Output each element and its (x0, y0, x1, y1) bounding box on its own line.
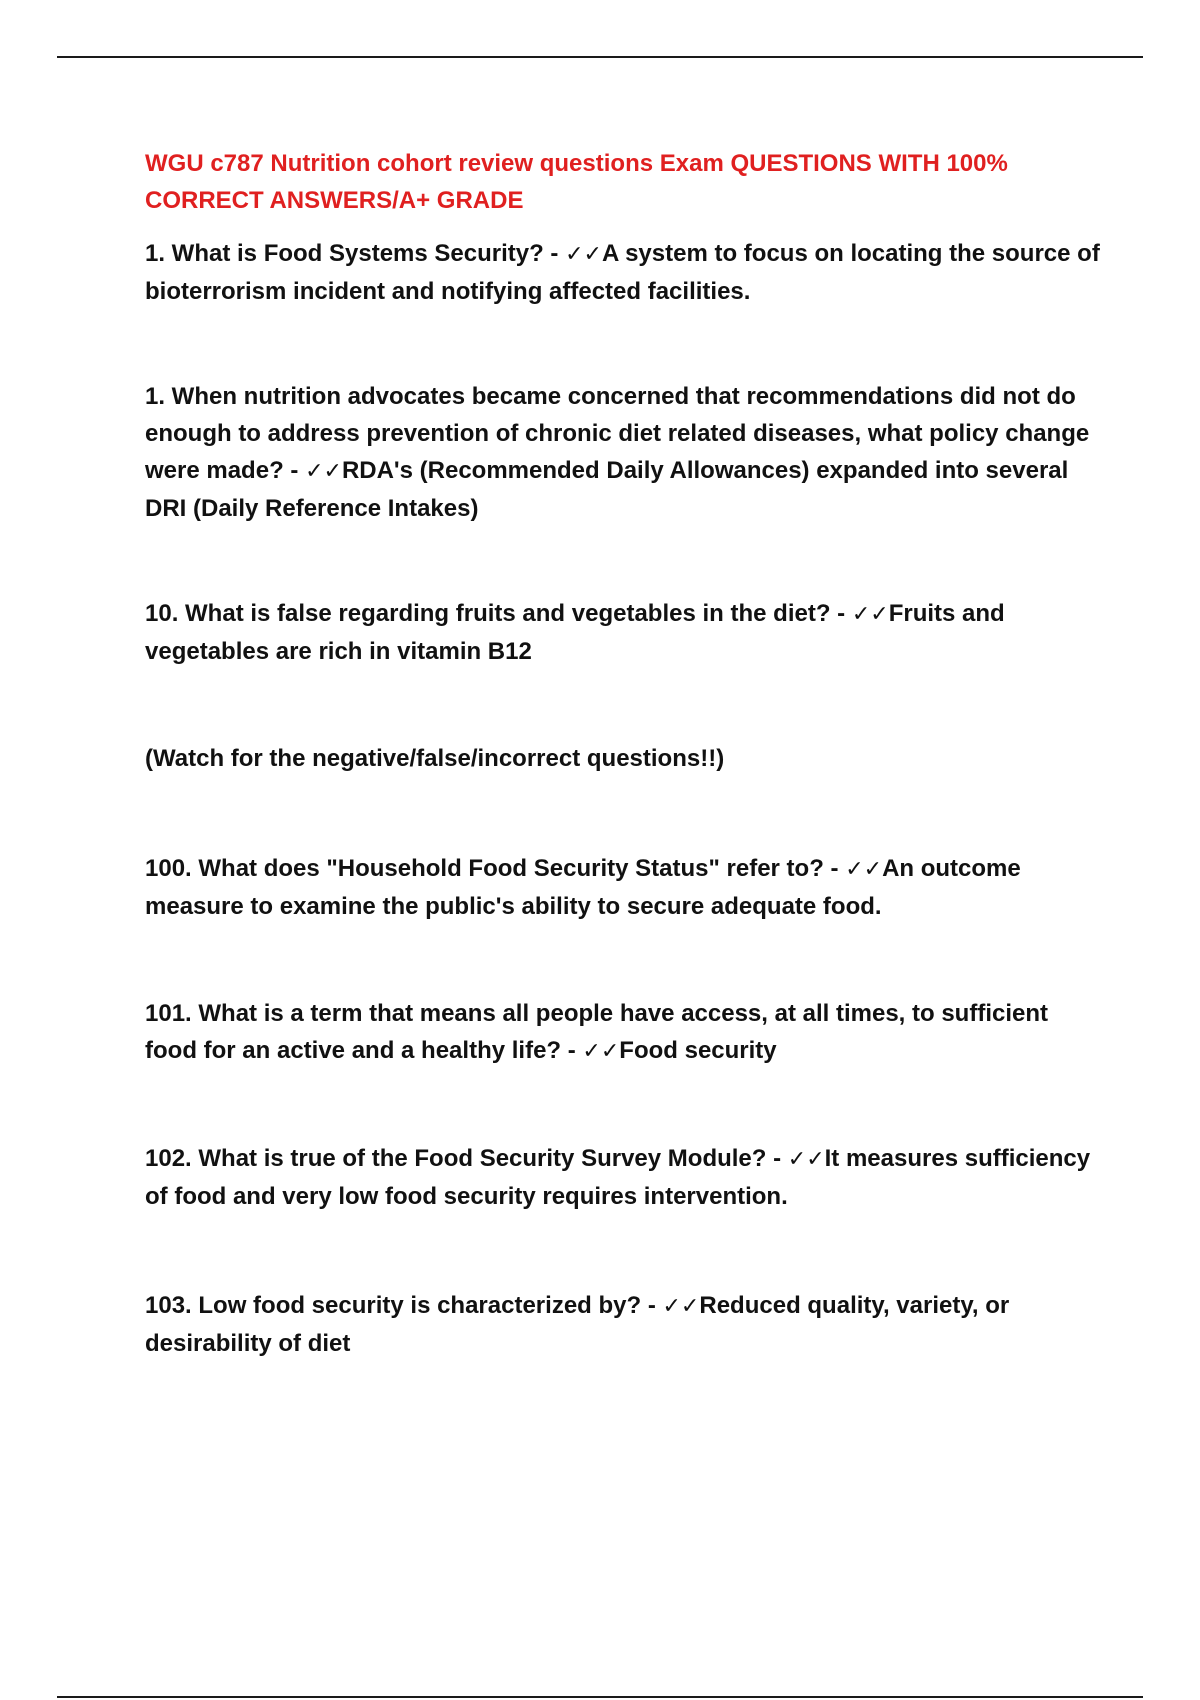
separator: - (823, 855, 846, 882)
question-text: 103. Low food security is characterized by? (145, 1292, 642, 1319)
note-warning: (Watch for the negative/false/incorrect questions!!) (145, 745, 725, 772)
qa-item-102 (145, 1140, 1100, 1215)
qa-item-1 (145, 235, 1100, 310)
separator: - (561, 1037, 583, 1064)
double-check-icon: ✓✓ (787, 1147, 825, 1172)
separator: - (766, 1145, 788, 1172)
double-check-icon: ✓✓ (851, 602, 889, 627)
answer-text: Fruits and vegetables are rich in vitamin B12 (145, 600, 1005, 665)
double-check-icon: ✓✓ (565, 242, 602, 267)
top-rule (57, 56, 1143, 58)
double-check-icon: ✓✓ (305, 459, 342, 484)
question-text: 1. What is Food Systems Security? (145, 240, 544, 267)
question-text: 102. What is true of the Food Security Survey Module? (145, 1145, 767, 1172)
answer-text: RDA's (Recommended Daily Allowances) expanded into several DRI (Daily Reference Intakes) (145, 457, 1069, 522)
separator: - (543, 240, 566, 267)
qa-item-103 (145, 1287, 1100, 1362)
separator: - (283, 457, 306, 484)
question-text: 100. What does "Household Food Security Status" refer to? (145, 855, 824, 882)
bottom-rule (57, 1696, 1143, 1698)
answer-text: It measures sufficiency of food and very low food security requires intervention. (145, 1145, 1091, 1210)
qa-item-3 (145, 595, 1100, 670)
separator: - (641, 1292, 663, 1319)
answer-text: Food security (619, 1037, 777, 1064)
answer-text: A system to focus on locating the source of bioterrorism incident and notifying affected facilities. (145, 240, 1100, 305)
separator: - (830, 600, 852, 627)
answer-text: Reduced quality, variety, or desirability of diet (145, 1292, 1010, 1357)
qa-item-2 (145, 378, 1100, 527)
double-check-icon: ✓✓ (662, 1294, 700, 1319)
answer-text: An outcome measure to examine the public's ability to secure adequate food. (145, 855, 1021, 920)
question-text: 1. When nutrition advocates became concerned that recommendations did not do enough to address prevention of chronic diet related diseases, what policy change were made? (145, 383, 1090, 484)
document-content (145, 145, 1100, 1362)
qa-item-100 (145, 850, 1100, 925)
double-check-icon: ✓✓ (582, 1039, 620, 1064)
question-text: 101. What is a term that means all people have access, at all times, to sufficient food for an active and a healthy life? (145, 1000, 1048, 1064)
double-check-icon: ✓✓ (845, 857, 883, 882)
document-title: WGU c787 Nutrition cohort review questions Exam QUESTIONS WITH 100% CORRECT ANSWERS/A+ GRADE (145, 150, 1008, 214)
question-text: 10. What is false regarding fruits and vegetables in the diet? (145, 600, 831, 627)
qa-item-101 (145, 995, 1100, 1070)
